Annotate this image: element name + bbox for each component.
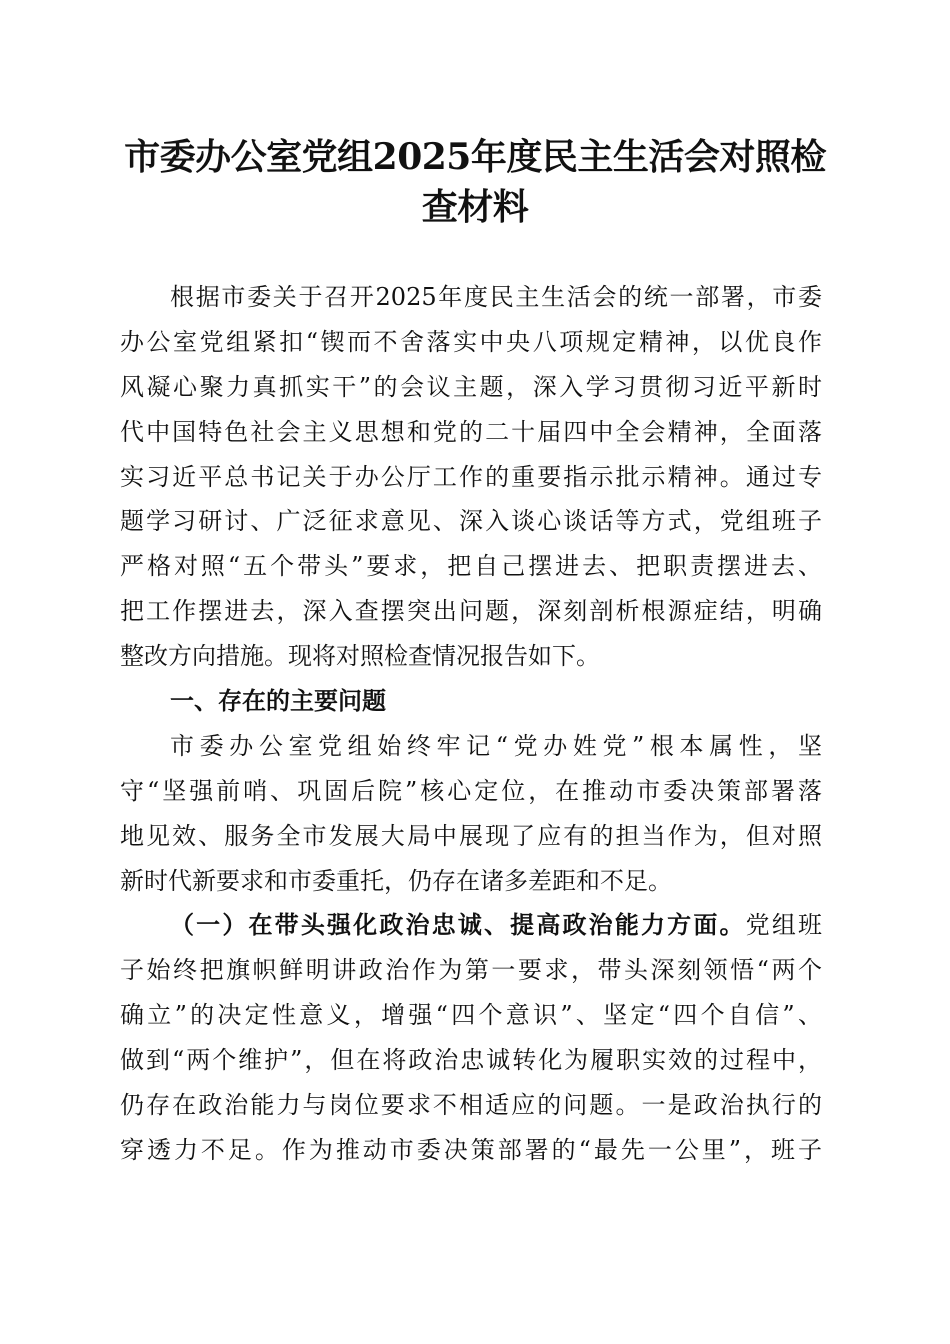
paragraph-line: 根据市委关于召开2025年度民主生活会的统一部署，市委: [170, 283, 822, 311]
paragraph-line: 守“坚强前哨、巩固后院”核心定位，在推动市委决策部署落: [120, 776, 822, 805]
subsection-heading: （一）在带头强化政治忠诚、提高政治能力方面。: [170, 910, 746, 940]
title-line-1: 市委办公室党组2025年度民主生活会对照检: [124, 136, 826, 178]
paragraph-line: [120, 903, 822, 948]
paragraph-line: 实习近平总书记关于办公厅工作的重要指示批示精神。通过专: [120, 462, 822, 491]
paragraph-line: 整改方向措施。现将对照检查情况报告如下。: [120, 642, 600, 671]
paragraph-line: 做到“两个维护”，但在将政治忠诚转化为履职实效的过程中，: [120, 1046, 822, 1075]
paragraph-line: 办公室党组紧扣“锲而不舍落实中央八项规定精神，以优良作: [120, 327, 822, 356]
paragraph-line: 题学习研讨、广泛征求意见、深入谈心谈话等方式，党组班子: [120, 507, 822, 536]
section-heading: 一、存在的主要问题: [170, 687, 386, 716]
paragraph-line: 严格对照“五个带头”要求，把自己摆进去、把职责摆进去、: [120, 552, 822, 581]
paragraph-line: 把工作摆进去，深入查摆突出问题，深刻剖析根源症结，明确: [120, 597, 822, 626]
document-body: [120, 275, 822, 1173]
paragraph-line: 确立”的决定性意义，增强“四个意识”、坚定“四个自信”、: [120, 1001, 822, 1030]
document-title: [110, 132, 840, 232]
paragraph-line: 市委办公室党组始终牢记“党办姓党”根本属性，坚: [170, 731, 822, 760]
paragraph-line: 风凝心聚力真抓实干”的会议主题，深入学习贯彻习近平新时: [120, 372, 822, 401]
title-line-2: 查材料: [421, 186, 529, 228]
paragraph-line: 仍存在政治能力与岗位要求不相适应的问题。一是政治执行的: [120, 1091, 822, 1120]
paragraph-line: 新时代新要求和市委重托，仍存在诸多差距和不足。: [120, 866, 672, 895]
paragraph-line: 代中国特色社会主义思想和党的二十届四中全会精神，全面落: [120, 417, 822, 446]
paragraph-line: 子始终把旗帜鲜明讲政治作为第一要求，带头深刻领悟“两个: [120, 956, 822, 985]
paragraph-text: 党组班: [745, 911, 823, 940]
paragraph-line: 穿透力不足。作为推动市委决策部署的“最先一公里”，班子: [120, 1135, 822, 1164]
paragraph-line: 地见效、服务全市发展大局中展现了应有的担当作为，但对照: [120, 821, 822, 850]
